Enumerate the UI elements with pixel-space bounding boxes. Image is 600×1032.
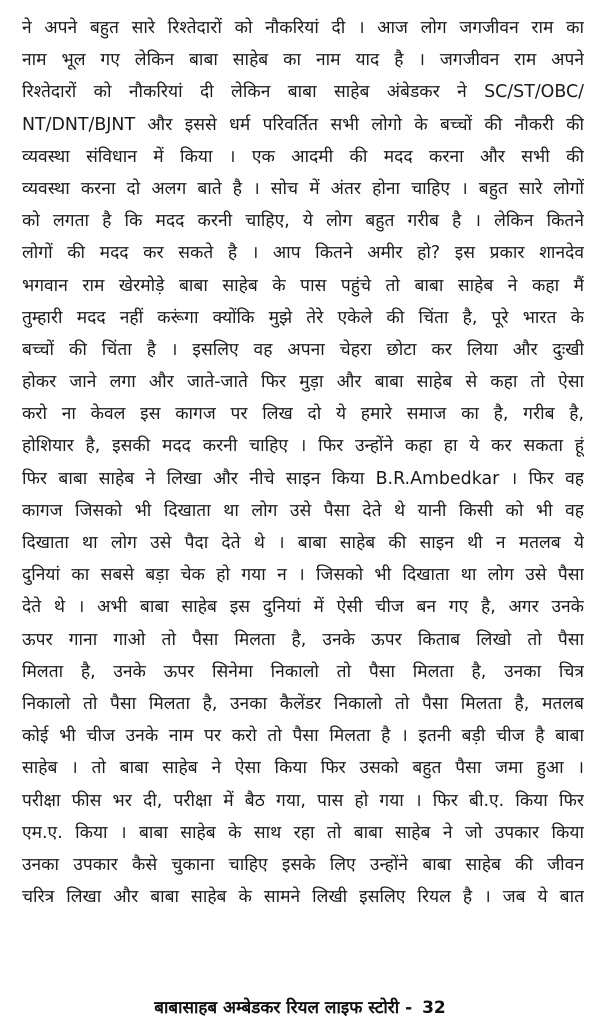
text-line: NT/DNT/BJNT और इससे धर्म परिवर्तित सभी लोगो के बच्चों की नौकरी की [22,114,584,135]
text-line: ने अपने बहुत सारे रिश्तेदारों को नौकरियां दी । आज लोग जगजीवन राम का [22,18,584,38]
text-line: दिखाता था लोग उसे पैदा देते थे । बाबा साहेब की साइन थी न मतलब ये [22,533,584,553]
text-line: लोगों की मदद कर सकते है । आप कितने अमीर हो? इस प्रकार शानदेव [22,243,584,264]
text-line: देते थे । अभी बाबा साहेब इस दुनियां में ऐसी चीज बन गए है, अगर उनके [22,597,584,618]
text-line: कागज जिसको भी दिखाता था लोग उसे पैसा देते थे यानी किसी को भी वह [22,500,584,521]
text-line: ऊपर गाना गाओ तो पैसा मिलता है, उनके ऊपर किताब लिखो तो पैसा [22,629,584,650]
text-line: भगवान राम खेरमोड़े बाबा साहेब के पास पहुंचे तो बाबा साहेब ने कहा मैं [22,275,584,296]
text-line: व्यवस्था करना दो अलग बाते है । सोच में अंतर होना चाहिए । बहुत सारे लोगों [22,178,584,199]
text-line: साहेब । तो बाबा साहेब ने ऐसा किया फिर उसको बहुत पैसा जमा हुआ । [22,758,584,779]
text-line: कोई भी चीज उनके नाम पर करो तो पैसा मिलता है । इतनी बड़ी चीज है बाबा [22,726,584,747]
text-line: को लगता है कि मदद करनी चाहिए, ये लोग बहुत गरीब है । लेकिन कितने [22,211,584,232]
text-line: उनका उपकार कैसे चुकाना चाहिए इसके लिए उन्होंने बाबा साहेब की जीवन [22,854,584,875]
text-line: नाम भूल गए लेकिन बाबा साहेब का नाम याद है । जगजीवन राम अपने [22,50,584,71]
text-line: दुनियां का सबसे बड़ा चेक हो गया न । जिसको भी दिखाता था लोग उसे पैसा [22,565,584,586]
text-line: मिलता है, उनके ऊपर सिनेमा निकालो तो पैसा मिलता है, उनका चित्र [22,661,584,682]
text-line: होशियार है, इसकी मदद करनी चाहिए । फिर उन्होंने कहा हा ये कर सकता हूं [22,436,584,457]
text-line: तुम्हारी मदद नहीं करूंगा क्योंकि मुझे तेरे एकेले की चिंता है, पूरे भारत के [22,307,584,328]
text-line: परीक्षा फीस भर दी, परीक्षा में बैठ गया, पास हो गया । फिर बी.ए. किया फिर [22,790,584,811]
text-line: करो ना केवल इस कागज पर लिख दो ये हमारे समाज का है, गरीब है, [22,404,584,425]
text-line: फिर बाबा साहेब ने लिखा और नीचे साइन किया B.R.Ambedkar । फिर वह [22,468,584,489]
text-line: बच्चों की चिंता है । इसलिए वह अपना चेहरा छोटा कर लिया और दुःखी [22,339,584,360]
text-line: रिश्तेदारों को नौकरियां दी लेकिन बाबा साहेब अंबेडकर ने SC/ST/OBC/ [22,82,584,103]
text-line: चरित्र लिखा और बाबा साहेब के सामने लिखी इसलिए रियल है । जब ये बात [22,887,584,908]
text-line: होकर जाने लगा और जाते-जाते फिर मुड़ा और बाबा साहेब से कहा तो ऐसा [22,372,584,393]
page-number: 32 [422,998,446,1018]
text-line: व्यवस्था संविधान में किया । एक आदमी की मदद करना और सभी की [22,146,584,167]
text-line: निकालो तो पैसा मिलता है, उनका कैलेंडर निकालो तो पैसा मिलता है, मतलब [22,693,584,714]
text-line: एम.ए. किया । बाबा साहेब के साथ रहा तो बाबा साहेब ने जो उपकार किया [22,822,584,843]
footer-title: बाबासाहब अम्बेडकर रियल लाइफ स्टोरी - [154,998,413,1018]
body-text [22,12,584,913]
page-footer [0,992,600,1024]
